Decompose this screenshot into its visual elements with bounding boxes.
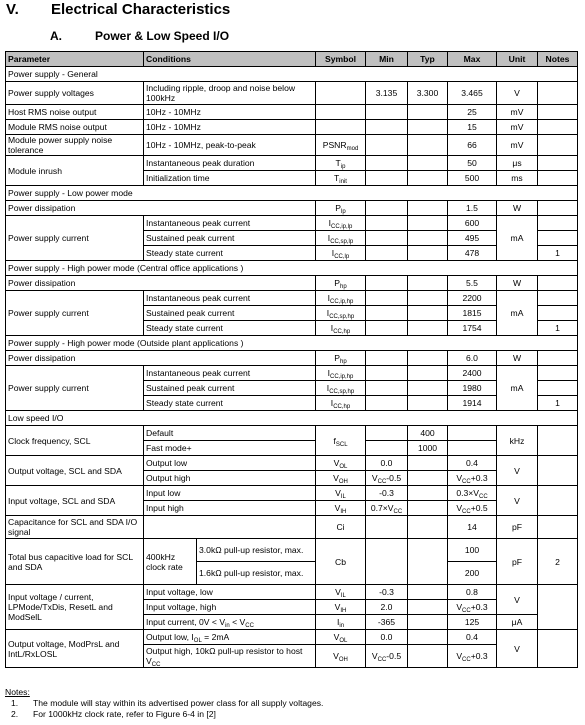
table-row: Steady state current $I_{CC,lp}$ 478 1 [6,246,578,261]
col-header-notes: Notes [538,52,578,67]
table-row: Output voltage, ModPrsL and IntL/RxLOSL Output low, $I_{OL} = 2mA$ $V_{OL}$ 0.0 0.4 V [6,630,578,645]
col-header-conditions: Conditions [144,52,316,67]
table-row: Clock frequency, SCL Default $f_{SCL}$ 400 kHz [6,426,578,441]
table-row: Input voltage, high $V_{IH}$ 2.0 $V_{CC}+0.3$ [6,600,578,615]
table-row: Output high $V_{OH}$ $V_{CC}-0.5$ $V_{CC}+0.3$ [6,471,578,486]
table-row: Host RMS noise output 10Hz - 10MHz 25 mV [6,105,578,120]
table-row: Module power supply noise tolerance 10Hz - 10MHz, peak-to-peak $PSNR_{mod}$ 66 mV [6,135,578,156]
table-row: Input high $V_{IH}$ $0.7\times V_{CC}$ $V_{CC}+0.5$ [6,501,578,516]
table-row: Power dissipation $P_{hp}$ 5.5 W [6,276,578,291]
table-header-row [6,52,578,67]
col-header-parameter: Parameter [6,52,144,67]
table-row: Capacitance for SCL and SDA I/O signal Ci 14 pF [6,516,578,539]
table-row: 1.6kΩ pull-up resistor, max. 200 [6,562,578,585]
table-row: Steady state current $I_{CC,hp}$ 1754 1 [6,321,578,336]
table-row: Power supply current Instantaneous peak current $I_{CC,ip,lp}$ 600 mA [6,216,578,231]
col-header-unit: Unit [497,52,538,67]
table-row: Module RMS noise output 10Hz - 10MHz 15 mV [6,120,578,135]
table-row: Input voltage / current, LPMode/TxDis, ResetL and ModSelL Input voltage, low $V_{IL}$ -0.3 0.8 V [6,585,578,600]
table-row: Input voltage, SCL and SDA Input low $V_{IL}$ -0.3 $0.3\times V_{CC}$ V [6,486,578,501]
table-row: Fast mode+ 1000 [6,441,578,456]
col-header-min: Min [366,52,408,67]
section-row: Low speed I/O [6,411,578,426]
table-row: Module inrush Instantaneous peak duration $T_{ip}$ 50 μs [6,156,578,171]
table-row: Power dissipation $P_{hp}$ 6.0 W [6,351,578,366]
table-row: Output high, 10kΩ pull-up resistor to host $V_{CC}$ $V_{OH}$ $V_{CC}-0.5$ $V_{CC}+0.3$ [6,645,578,668]
table-row: Total bus capacitive load for SCL and SDA 400kHz clock rate 3.0kΩ pull-up resistor, max. Cb 100 pF 2 [6,539,578,562]
section-row: Power supply - Low power mode [6,186,578,201]
electrical-characteristics-table [5,51,578,668]
table-row: Power dissipation $P_{lp}$ 1.5 W [6,201,578,216]
notes-block [5,687,323,720]
notes-title: Notes: [5,687,30,697]
table-row: Power supply current Instantaneous peak current $I_{CC,ip,hp}$ 2200 mA [6,291,578,306]
section-row: Power supply - High power mode (Outside plant applications ) [6,336,578,351]
table-row: Sustained peak current $I_{CC,sp,hp}$ 1980 [6,381,578,396]
table-row: Initialization time $T_{init}$ 500 ms [6,171,578,186]
subsection-heading: A. Power & Low Speed I/O [50,29,230,43]
table-row: Input current, $0V < V_{in} < V_{CC}$ $I_{in}$ -365 125 μA [6,615,578,630]
section-row: Power supply - General [6,67,578,82]
table-row: Steady state current $I_{CC,hp}$ 1914 1 [6,396,578,411]
note-2: 2. For 1000kHz clock rate, refer to Figure 6-4 in [2] [11,709,216,719]
section-row: Power supply - High power mode (Central office applications ) [6,261,578,276]
table-row: Sustained peak current $I_{CC,sp,hp}$ 1815 [6,306,578,321]
note-1: 1. The module will stay within its advertised power class for all supply voltages. [11,698,324,708]
section-heading: V. Electrical Characteristics [6,1,231,18]
col-header-typ: Typ [408,52,448,67]
col-header-max: Max [448,52,497,67]
table-row: Sustained peak current $I_{CC,sp,lp}$ 495 [6,231,578,246]
table-row: Power supply voltages Including ripple, droop and noise below 100kHz 3.135 3.300 3.465 V [6,82,578,105]
table-row: Output voltage, SCL and SDA Output low $V_{OL}$ 0.0 0.4 V [6,456,578,471]
table-row: Power supply current Instantaneous peak current $I_{CC,ip,hp}$ 2400 mA [6,366,578,381]
col-header-symbol: Symbol [316,52,366,67]
